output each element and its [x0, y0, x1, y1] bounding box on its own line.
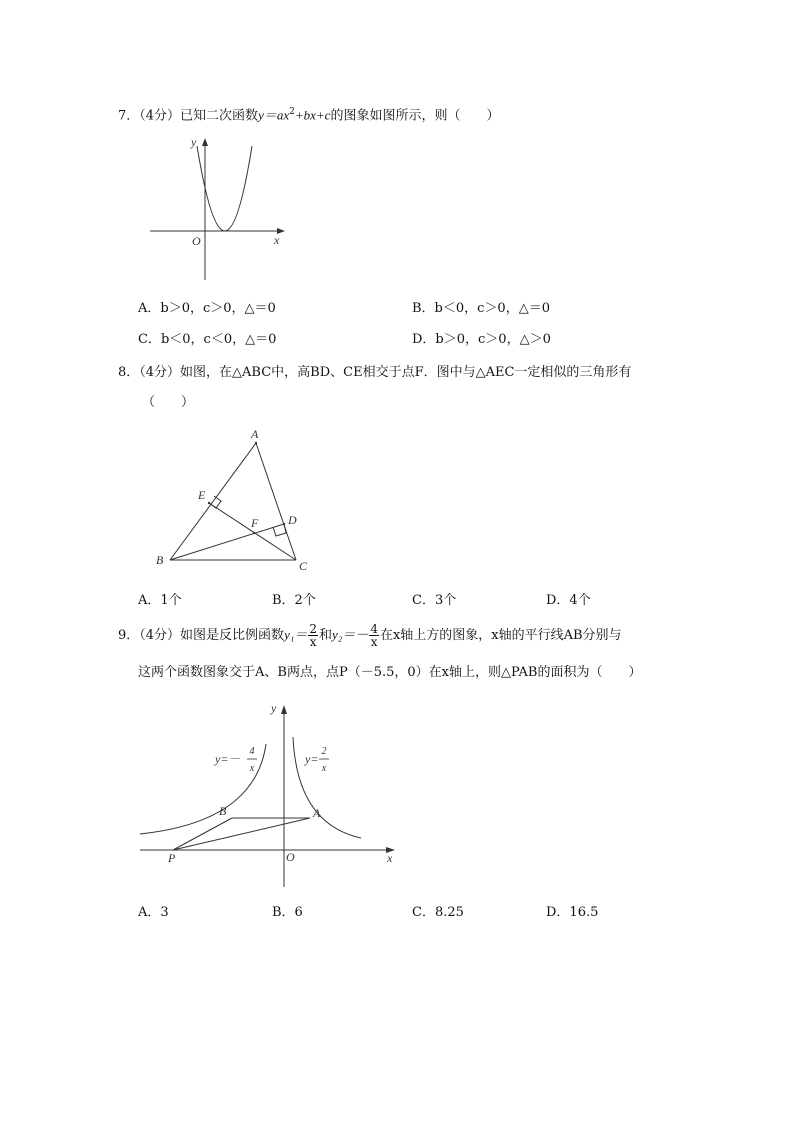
label-a: A	[251, 427, 259, 441]
question-7-option-d[interactable]: D．b＞0，c＞0，△＞0	[412, 332, 551, 347]
question-9-option-a[interactable]: A．3	[138, 905, 169, 920]
question-9-fraction-2	[369, 623, 379, 648]
side-ab	[170, 443, 256, 560]
question-8-number: 8．（4分）	[118, 365, 181, 380]
question-8-option-c[interactable]: C．3个	[412, 593, 457, 608]
question-7-option-c[interactable]: C．b＜0，c＜0，△＝0	[138, 332, 277, 347]
segment-pb	[173, 818, 232, 850]
left-curve-label	[214, 746, 257, 774]
left-curve-denominator: x	[249, 763, 255, 774]
right-curve-denominator: x	[321, 763, 327, 774]
question-9-y1: y₁＝	[284, 627, 308, 642]
origin-label: O	[192, 234, 201, 248]
label-a: A	[313, 806, 321, 820]
x-axis-label: x	[274, 233, 280, 247]
question-8-option-d[interactable]: D．4个	[546, 593, 591, 608]
question-9-fraction-1	[308, 623, 318, 648]
question-7-formula: y＝ax	[258, 107, 290, 123]
question-7-stem	[118, 103, 499, 125]
label-b: B	[219, 804, 227, 818]
left-hyperbola-curve	[140, 744, 266, 834]
question-9-option-c[interactable]: C．8.25	[412, 905, 464, 920]
label-b: B	[156, 553, 164, 567]
question-7-text-b: 的图象如图所示，则（ ）	[330, 108, 500, 124]
question-7-parabola-figure	[145, 132, 295, 282]
y-axis-label: y	[271, 701, 277, 715]
question-9-and: 和	[319, 628, 333, 643]
fraction-2-denominator: x	[370, 635, 378, 649]
fraction-1-numerator: 2	[309, 622, 317, 636]
point-e	[208, 502, 210, 504]
label-p: P	[168, 851, 176, 865]
left-curve-numerator: 4	[249, 746, 255, 757]
question-7-option-a[interactable]: A．b＞0，c＞0，△＝0	[138, 301, 276, 316]
label-c: C	[299, 559, 308, 573]
right-curve-label	[304, 746, 329, 774]
point-f	[253, 532, 255, 534]
label-e: E	[198, 488, 206, 502]
question-7-text-a: 已知二次函数	[180, 108, 259, 124]
question-9-text-a: 如图是反比例函数	[180, 628, 285, 643]
question-8-option-a[interactable]: A．1个	[138, 593, 182, 608]
side-ac	[256, 443, 296, 560]
label-f: F	[251, 516, 259, 530]
question-7-formula-tail: +bx+c	[294, 107, 331, 123]
question-9-stem-line1	[118, 622, 622, 649]
question-8-stem-line2: （ ）	[142, 395, 195, 410]
question-9-number: 9．（4分）	[118, 628, 181, 643]
question-8-text: 如图，在△ABC中，高BD、CE相交于点F．图中与△AEC一定相似的三角形有	[180, 365, 632, 380]
question-9-stem-line2: 这两个函数图象交于A、B两点，点P（－5.5，0）在x轴上，则△PAB的面积为（ ）	[138, 665, 642, 680]
question-7-exponent: 2	[289, 107, 295, 117]
right-curve-numerator: 2	[321, 746, 327, 757]
y-axis-arrow-icon	[202, 138, 208, 146]
question-7-number: 7．（4分）	[118, 108, 181, 124]
question-9-option-b[interactable]: B．6	[272, 905, 303, 920]
question-7-option-b[interactable]: B．b＜0，c＞0，△＝0	[412, 301, 550, 316]
y-axis-arrow-icon	[281, 705, 287, 714]
question-9-option-d[interactable]: D．16.5	[546, 905, 599, 920]
point-a	[255, 442, 257, 444]
altitude-ce	[209, 503, 296, 560]
right-curve-prefix: y=	[305, 752, 319, 766]
y-axis-label: y	[191, 135, 197, 149]
left-curve-prefix: y=－	[215, 752, 241, 766]
question-9-hyperbola-figure	[135, 697, 405, 892]
fraction-1-denominator: x	[309, 635, 317, 649]
x-axis-label: x	[387, 851, 393, 865]
altitude-bd	[170, 524, 284, 560]
fraction-2-numerator: 4	[370, 622, 378, 636]
question-8-triangle-figure	[150, 426, 330, 576]
question-8-stem-line1	[118, 364, 631, 382]
right-angle-mark-e	[209, 496, 221, 508]
question-9-y2: y₂＝－	[332, 627, 369, 642]
question-8-option-b[interactable]: B．2个	[272, 593, 316, 608]
label-d: D	[288, 513, 297, 527]
question-9-text-b: 在x轴上方的图象，x轴的平行线AB分别与	[379, 628, 622, 643]
right-hyperbola-curve	[293, 737, 361, 838]
point-d	[283, 523, 285, 525]
origin-label: O	[286, 850, 295, 864]
